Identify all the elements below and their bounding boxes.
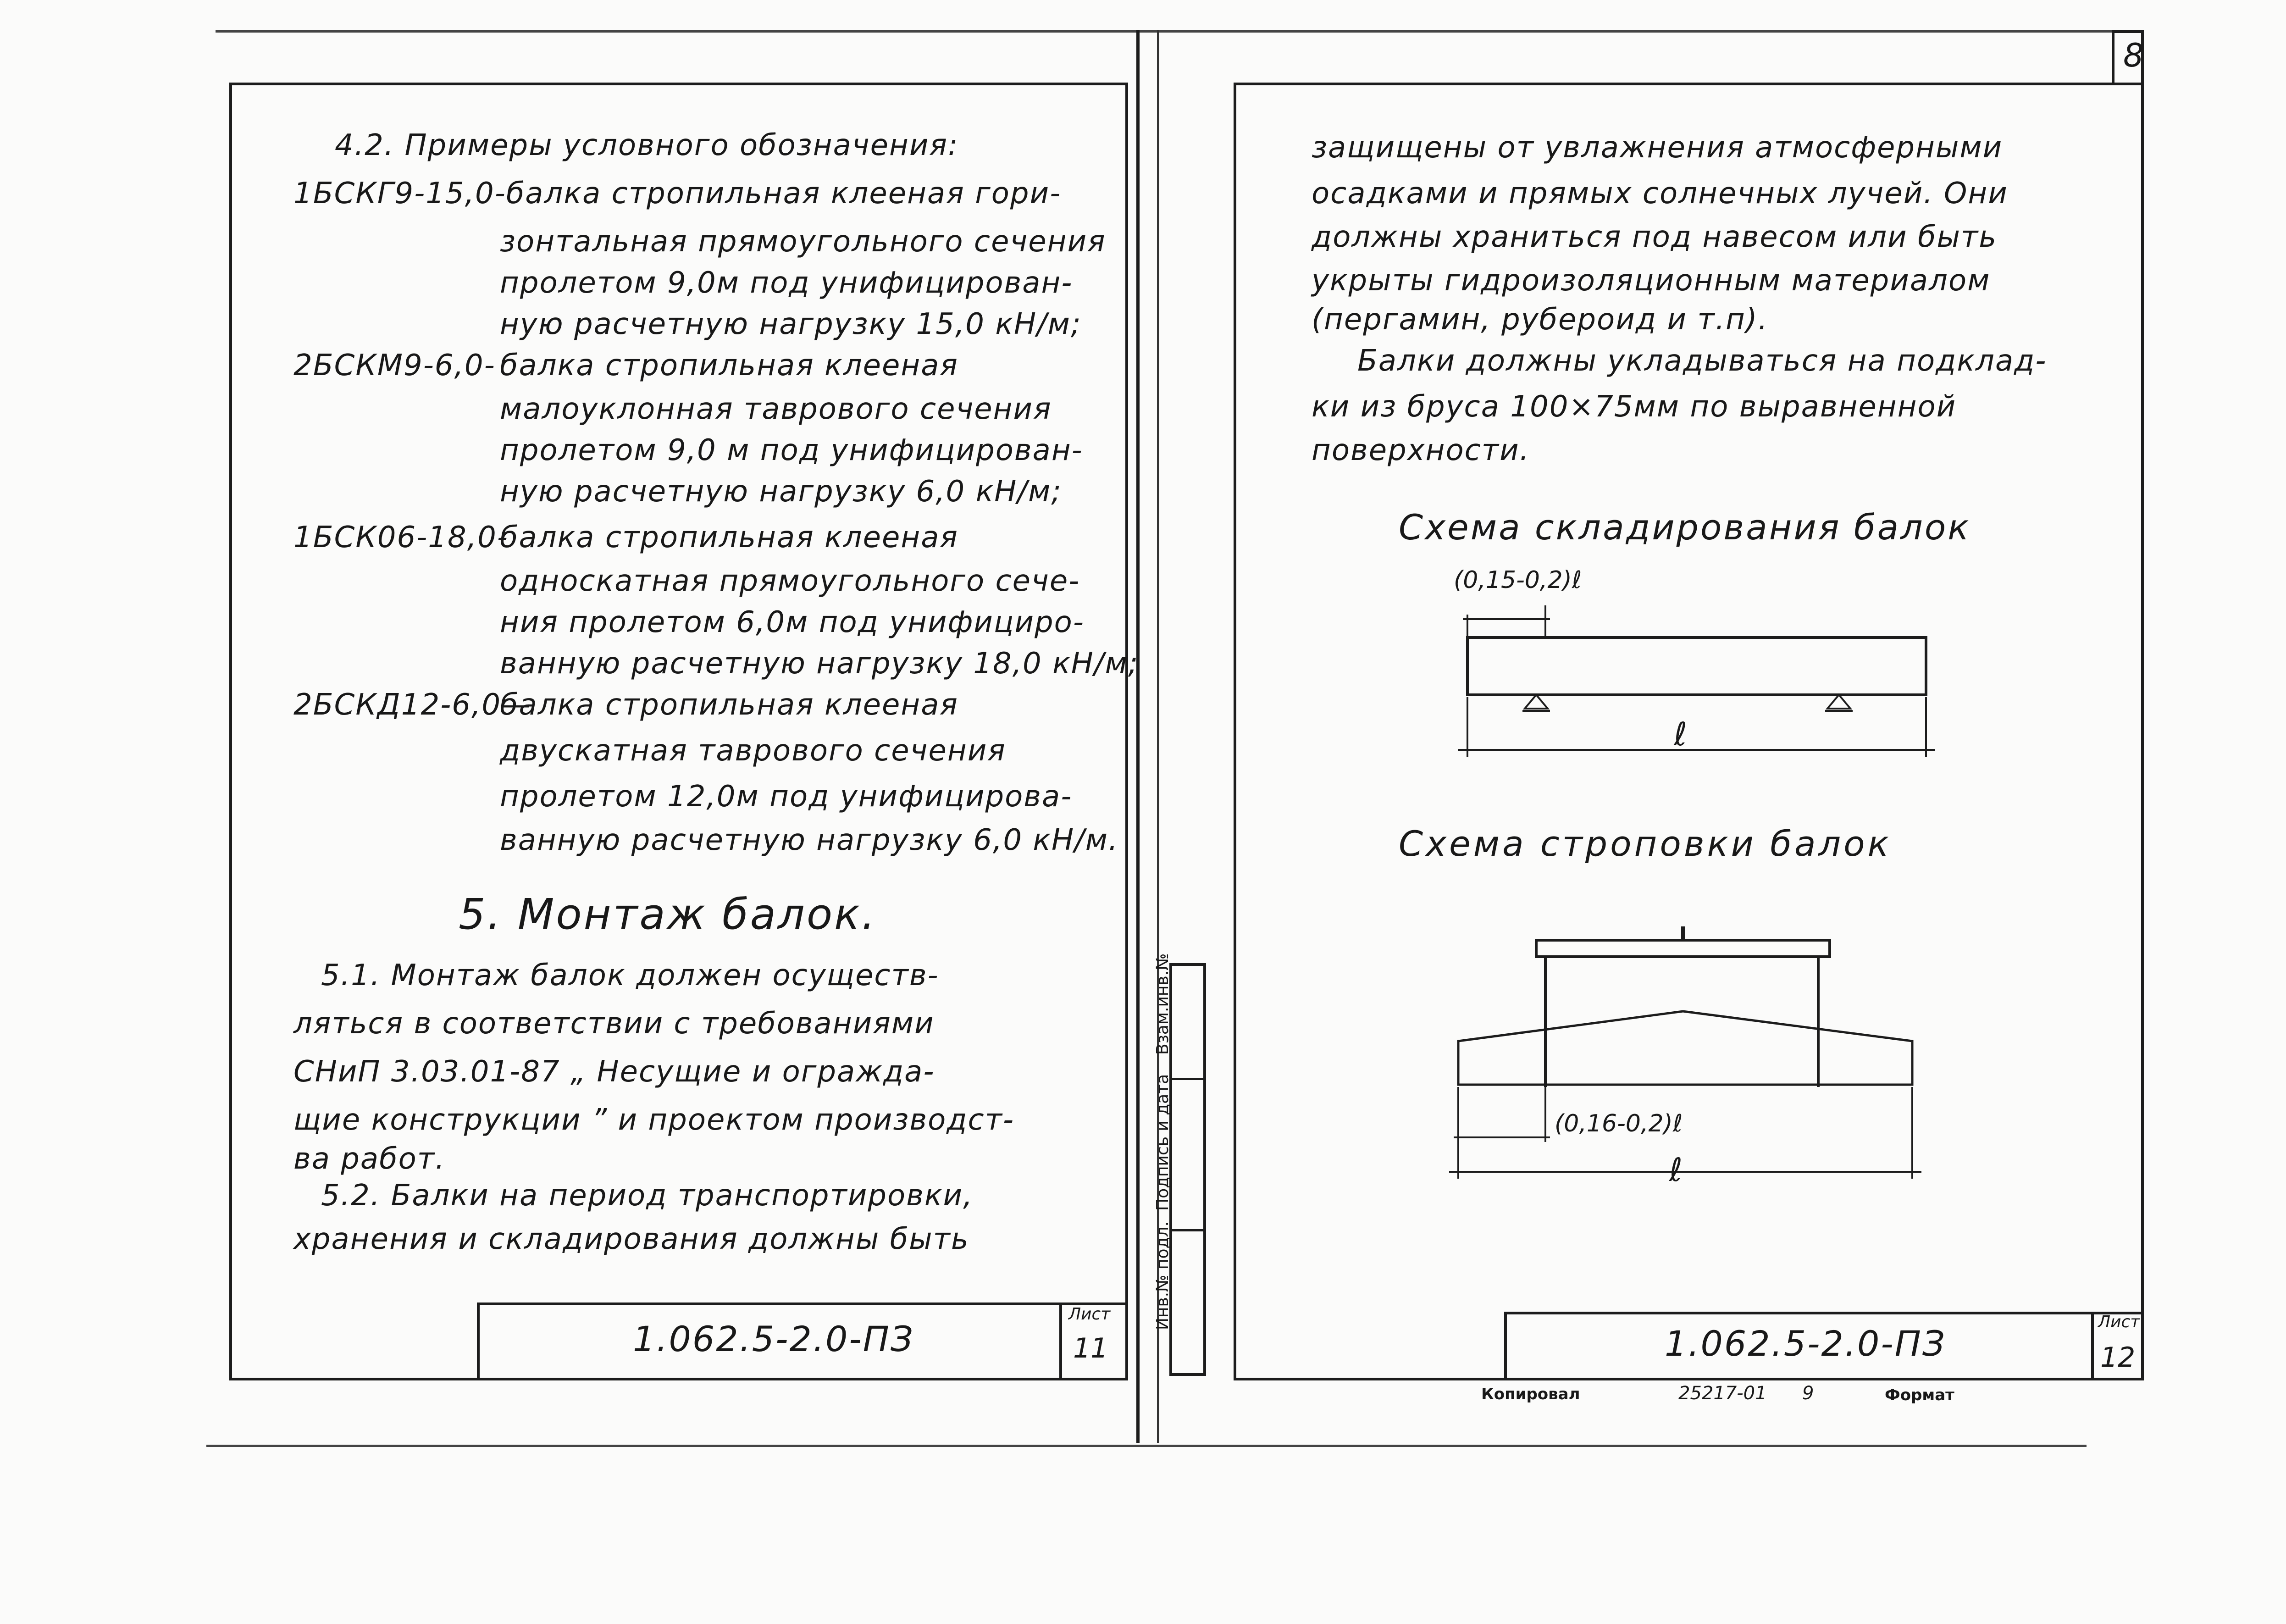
- body-line: осадками и прямых солнечных лучей. Они: [1312, 177, 2008, 211]
- bottom-rule: [206, 1445, 2087, 1447]
- example-line: ванную расчетную нагрузку 18,0 кН/м;: [500, 647, 1139, 681]
- slinging-scheme-diagram: [1445, 922, 1986, 1197]
- example-line: ную расчетную нагрузку 15,0 кН/м;: [500, 307, 1082, 341]
- example-line: двускатная таврового сечения: [500, 734, 1006, 768]
- side-column-divider: [1169, 1229, 1206, 1231]
- example-code: 1БСК06-18,0-: [293, 521, 509, 554]
- storage-span-dimension: ℓ: [1674, 715, 1687, 753]
- slinging-scheme-title: Схема строповки балок: [1399, 823, 1892, 864]
- footer-copied-label: Копировал: [1481, 1385, 1580, 1403]
- slinging-offset-dimension: (0,16-0,2)ℓ: [1555, 1110, 1683, 1137]
- example-line: ния пролетом 6,0м под унифициро-: [500, 605, 1085, 639]
- example-line: 1БСКГ9-15,0-балка стропильная клееная гори-: [293, 177, 1062, 211]
- right-document-code: 1.062.5-2.0-ПЗ: [1665, 1323, 1946, 1364]
- top-rule: [216, 30, 2142, 33]
- footer-format-label: Формат: [1885, 1386, 1954, 1404]
- body-line: 5.1. Монтаж балок должен осуществ-: [321, 959, 939, 992]
- body-line: поверхности.: [1312, 433, 1530, 467]
- body-line: защищены от увлажнения атмосферными: [1312, 131, 2003, 165]
- side-cell-inventory: Инв.№ подл.: [1153, 1221, 1172, 1330]
- example-line: пролетом 9,0м под унифицирован-: [500, 266, 1073, 300]
- example-line: пролетом 9,0 м под унифицирован-: [500, 433, 1083, 467]
- body-line: щие конструкции ” и проектом производст-: [293, 1103, 1015, 1137]
- slinging-span-dimension: ℓ: [1669, 1151, 1683, 1189]
- body-line: ки из бруса 100×75мм по выравненной: [1312, 390, 1957, 424]
- right-sheet-label: Лист: [2098, 1313, 2140, 1331]
- title-block-divider: [2091, 1312, 2094, 1380]
- body-line: ва работ.: [293, 1142, 446, 1176]
- example-line: пролетом 12,0м под унифицирова-: [500, 780, 1073, 814]
- storage-scheme-title: Схема складирования балок: [1399, 507, 1971, 548]
- side-column-divider: [1169, 1078, 1206, 1080]
- example-line: малоуклонная таврового сечения: [500, 392, 1052, 426]
- body-line: ляться в соответствии с требованиями: [293, 1007, 935, 1041]
- body-line: хранения и складирования должны быть: [293, 1222, 969, 1256]
- example-code: 2БСКМ9-6,0-: [293, 349, 496, 382]
- storage-scheme-diagram: [1445, 596, 1958, 770]
- example-line: балка стропильная клееная: [500, 349, 958, 382]
- body-line: укрыты гидроизоляционным материалом: [1312, 264, 1991, 298]
- center-fold-line: [1136, 30, 1140, 1443]
- approval-side-column: [1169, 963, 1206, 1376]
- sheet-number: 8: [2123, 37, 2144, 74]
- storage-offset-dimension: (0,15-0,2)ℓ: [1454, 566, 1582, 594]
- examples-heading: 4.2. Примеры условного обозначения:: [335, 128, 959, 162]
- example-line: ванную расчетную нагрузку 6,0 кН/м.: [500, 823, 1119, 857]
- left-sheet-label: Лист: [1068, 1305, 1111, 1324]
- body-line: (пергамин, рубероид и т.п).: [1312, 303, 1769, 337]
- left-sheet-number: 11: [1073, 1332, 1108, 1364]
- title-block-divider: [1059, 1303, 1062, 1380]
- left-document-code: 1.062.5-2.0-ПЗ: [633, 1319, 914, 1359]
- body-line: должны храниться под навесом или быть: [1312, 220, 1998, 254]
- body-line: 5.2. Балки на период транспортировки,: [321, 1179, 974, 1213]
- section-heading: 5. Монтаж балок.: [459, 890, 877, 939]
- footer-order-suffix: 9: [1802, 1383, 1814, 1404]
- example-line: балка стропильная клееная: [500, 688, 958, 722]
- example-line: односкатная прямоугольного сече-: [500, 564, 1080, 598]
- example-line: ную расчетную нагрузку 6,0 кН/м;: [500, 475, 1062, 509]
- example-line: зонтальная прямоугольного сечения: [500, 225, 1106, 259]
- body-line: Балки должны укладываться на подклад-: [1357, 344, 2047, 378]
- body-line: СНиП 3.03.01-87 „ Несущие и огражда-: [293, 1055, 935, 1089]
- example-code: 2БСКД12-6,0—: [293, 688, 532, 722]
- example-line: балка стропильная клееная: [500, 521, 958, 554]
- footer-order-number: 25217-01: [1678, 1383, 1767, 1404]
- side-cell-replacement: Взам.инв.№: [1153, 953, 1172, 1055]
- right-sheet-number: 12: [2100, 1341, 2136, 1374]
- side-cell-signature: Подпись и дата: [1153, 1074, 1172, 1211]
